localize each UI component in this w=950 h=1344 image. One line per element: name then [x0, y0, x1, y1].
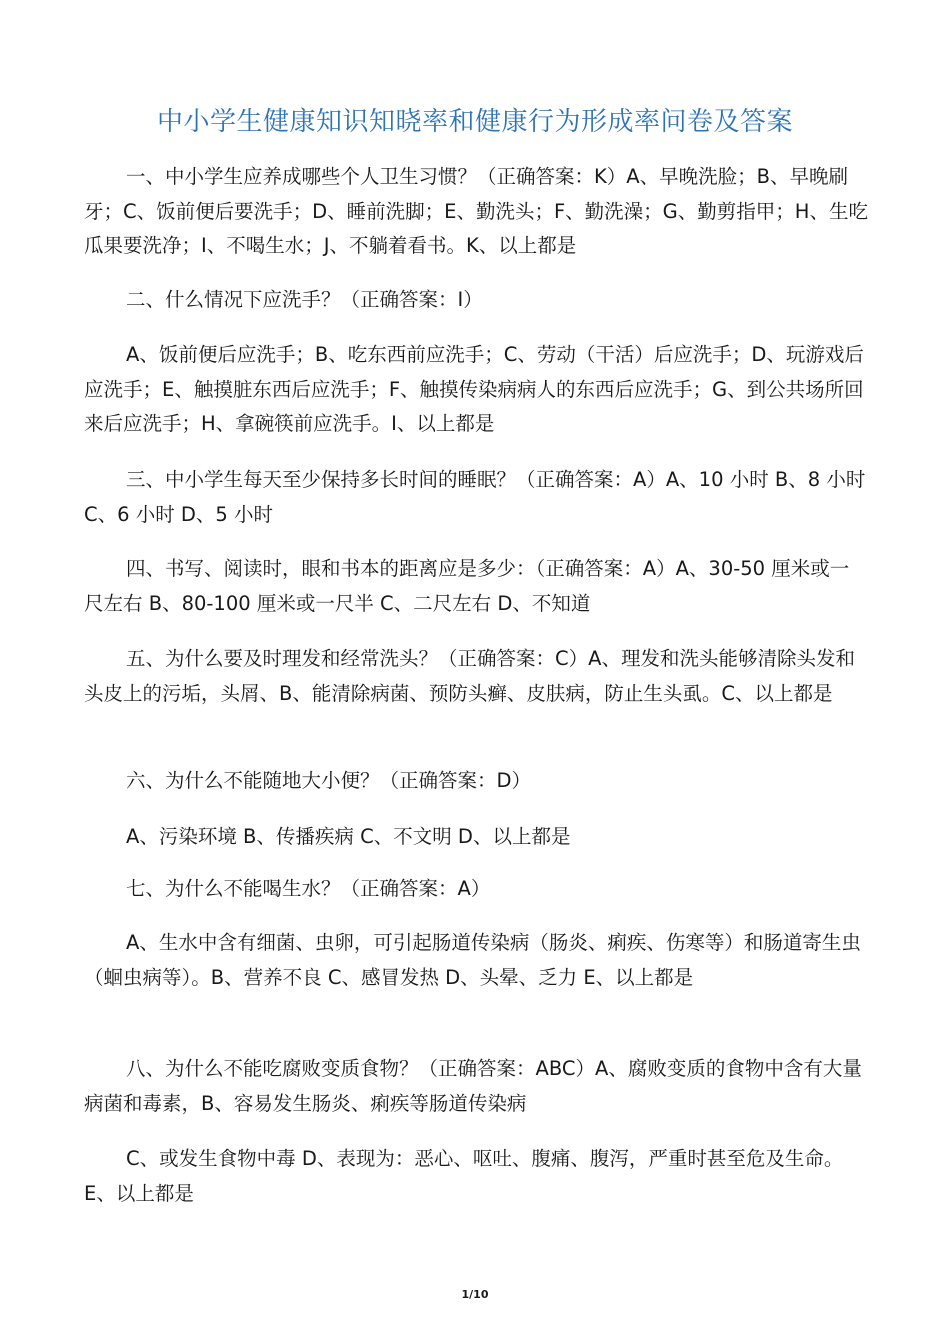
- question-3: 三、中小学生每天至少保持多长时间的睡眠？（正确答案：A）A、10 小时 B、8 小时 C、6 小时 D、5 小时: [84, 468, 866, 526]
- question-6-options: A、污染环境 B、传播疾病 C、不文明 D、以上都是: [126, 825, 571, 848]
- question-6: 六、为什么不能随地大小便？（正确答案：D）: [126, 769, 532, 792]
- question-5: 五、为什么要及时理发和经常洗头？（正确答案：C）A、理发和洗头能够清除头发和头皮上的污垢，头屑、B、能清除病菌、预防头癣、皮肤病，防止生头虱。C、以上都是: [84, 647, 855, 705]
- document-title: 中小学生健康知识知晓率和健康行为形成率问卷及答案: [156, 107, 793, 137]
- question-8-options: C、或发生食物中毒 D、表现为：恶心、呕吐、腹痛、腹泻，严重时甚至危及生命。E、以上都是: [84, 1147, 844, 1205]
- question-4: 四、书写、阅读时，眼和书本的距离应是多少：（正确答案：A）A、30-50 厘米或一尺左右 B、80-100 厘米或一尺半 C、二尺左右 D、不知道: [84, 557, 850, 615]
- question-7-options: A、生水中含有细菌、虫卵，可引起肠道传染病（肠炎、痢疾、伤寒等）和肠道寄生虫（蛔虫病等）。B、营养不良 C、感冒发热 D、头晕、乏力 E、以上都是: [84, 931, 861, 989]
- question-8: 八、为什么不能吃腐败变质食物？（正确答案：ABC）A、腐败变质的食物中含有大量病菌和毒素，B、容易发生肠炎、痢疾等肠道传染病: [84, 1057, 862, 1115]
- question-2: 二、什么情况下应洗手？（正确答案：I）: [126, 288, 483, 311]
- question-2-options: A、饭前便后应洗手；B、吃东西前应洗手；C、劳动（干活）后应洗手；D、玩游戏后应洗手；E、触摸脏东西后应洗手；F、触摸传染病病人的东西后应洗手；G、到公共场所回来后应洗手；H、拿碗筷前应洗手。I、以上都是: [84, 343, 864, 435]
- question-1: 一、中小学生应养成哪些个人卫生习惯？（正确答案：K）A、早晚洗脸；B、早晚刷牙；C、饭前便后要洗手；D、睡前洗脚；E、勤洗头；F、勤洗澡；G、勤剪指甲；H、生吃瓜果要洗净；I、不喝生水；J、不躺着看书。K、以上都是: [84, 165, 868, 257]
- question-7: 七、为什么不能喝生水？（正确答案：A）: [126, 877, 491, 900]
- page-number: 1/10: [461, 1288, 489, 1301]
